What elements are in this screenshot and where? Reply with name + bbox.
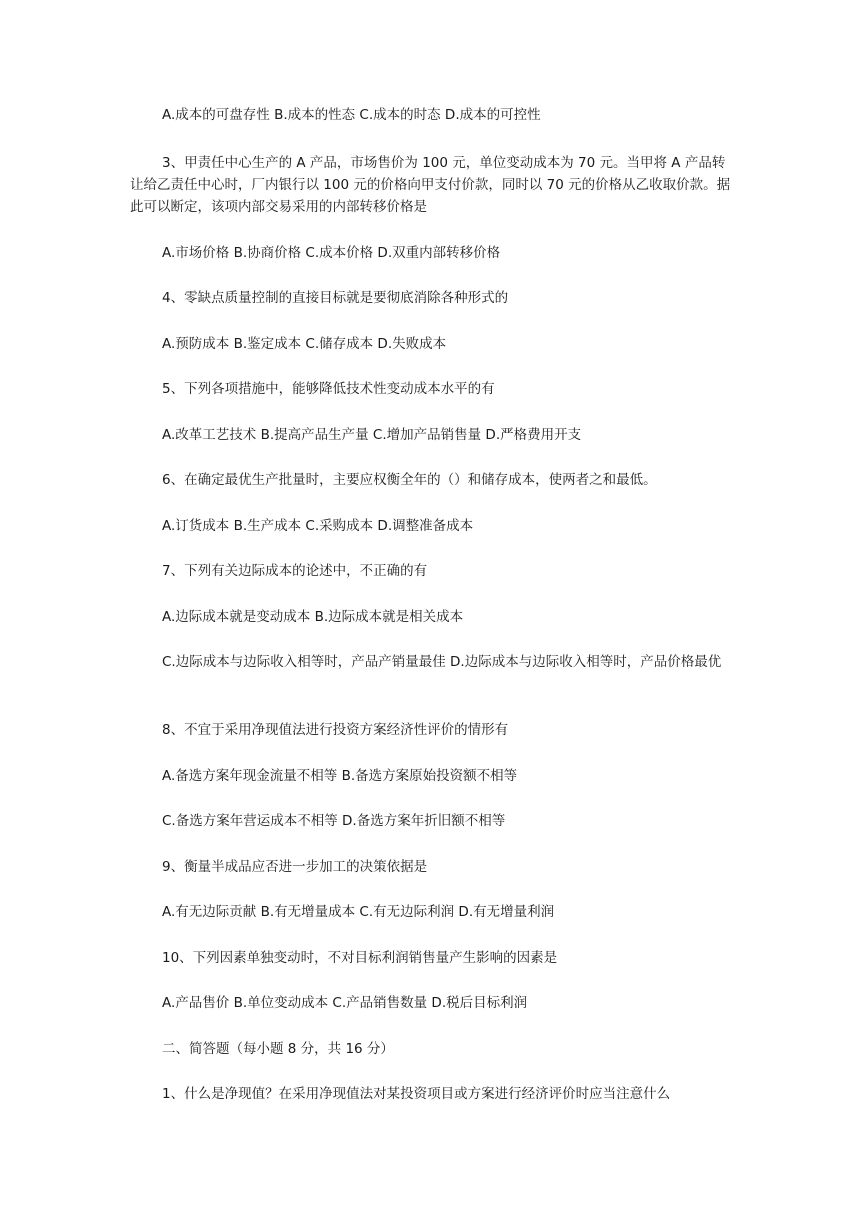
options-q7-cd: C.边际成本与边际收入相等时，产品产销量最佳 D.边际成本与边际收入相等时，产品价格最优 [162, 654, 722, 670]
question-4: 4、零缺点质量控制的直接目标就是要彻底消除各种形式的 [162, 290, 509, 306]
options-q7-ab: A.边际成本就是变动成本 B.边际成本就是相关成本 [162, 609, 464, 625]
options-q6: A.订货成本 B.生产成本 C.采购成本 D.调整准备成本 [162, 518, 474, 534]
question-9: 9、衡量半成品应否进一步加工的决策依据是 [162, 859, 428, 875]
options-q4: A.预防成本 B.鉴定成本 C.储存成本 D.失败成本 [162, 336, 447, 352]
options-q2: A.成本的可盘存性 B.成本的性态 C.成本的时态 D.成本的可控性 [162, 107, 541, 123]
question-3: 3、甲责任中心生产的 A 产品，市场售价为 100 元，单位变动成本为 70 元。当甲将 A 产品转让给乙责任中心时，厂内银行以 100 元的价格向甲支付价款，同时以 70 元的价格从乙收取价款。据此可以断定，该项内部交易采用的内部转移价格是 [130, 155, 731, 215]
question-6: 6、在确定最优生产批量时，主要应权衡全年的（）和储存成本，使两者之和最低。 [162, 472, 657, 488]
options-q10: A.产品售价 B.单位变动成本 C.产品销售数量 D.税后目标利润 [162, 995, 528, 1011]
question-10: 10、下列因素单独变动时，不对目标利润销售量产生影响的因素是 [162, 950, 558, 966]
question-7: 7、下列有关边际成本的论述中，不正确的有 [162, 563, 428, 579]
section-heading-short-answer: 二、简答题（每小题 8 分，共 16 分） [162, 1041, 394, 1057]
options-q5: A.改革工艺技术 B.提高产品生产量 C.增加产品销售量 D.严格费用开支 [162, 427, 582, 443]
question-5: 5、下列各项措施中，能够降低技术性变动成本水平的有 [162, 381, 495, 397]
options-q8-cd: C.备选方案年营运成本不相等 D.备选方案年折旧额不相等 [162, 813, 506, 829]
question-8: 8、不宜于采用净现值法进行投资方案经济性评价的情形有 [162, 722, 509, 738]
options-q3: A.市场价格 B.协商价格 C.成本价格 D.双重内部转移价格 [162, 245, 501, 261]
short-answer-question-1: 1、什么是净现值？在采用净现值法对某投资项目或方案进行经济评价时应当注意什么 [162, 1086, 671, 1102]
options-q9: A.有无边际贡献 B.有无增量成本 C.有无边际利润 D.有无增量利润 [162, 904, 555, 920]
options-q8-ab: A.备选方案年现金流量不相等 B.备选方案原始投资额不相等 [162, 768, 518, 784]
